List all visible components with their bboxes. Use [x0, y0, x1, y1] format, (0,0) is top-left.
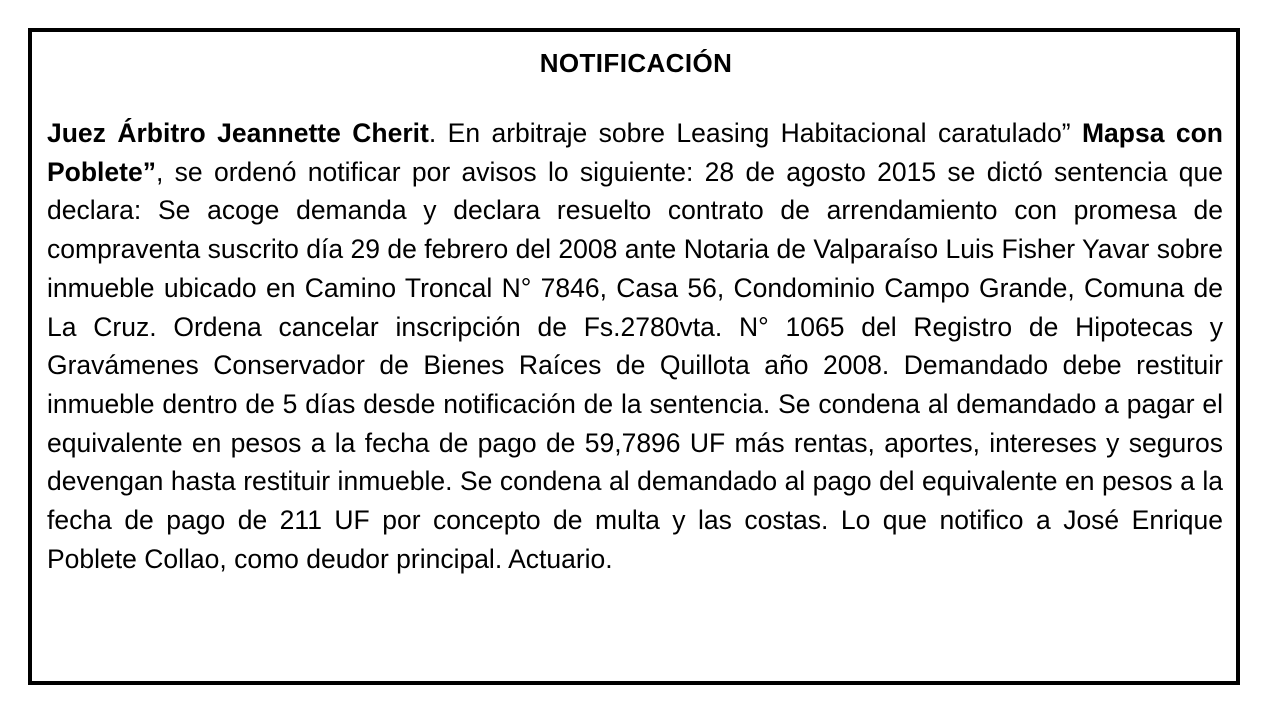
notification-box [28, 28, 1240, 685]
body-segment-1: . En arbitraje sobre Leasing Habitacional caratulado” [428, 118, 1082, 148]
body-segment-2: , se ordenó notificar por avisos lo siguiente: 28 de agosto 2015 se dictó sentencia que declara: Se acoge demanda y declara resuelto contrato de arrendamiento con promesa de compraventa suscrito día 29 de febrero del 2008 ante Notaria de Valparaíso Luis Fisher Yavar sobre inmueble ubicado en Camino Troncal N° 7846, Casa 56, Condominio Campo Grande, Comuna de La Cruz. Ordena cancelar inscripción de Fs.2780vta. N° 1065 del Registro de Hipotecas y Gravámenes Conservador de Bienes Raíces de Quillota año 2008. Demandado debe restituir inmueble dentro de 5 días desde notificación de la sentencia. Se condena al demandado a pagar el equivalente en pesos a la fecha de pago de 59,7896 UF más rentas, aportes, intereses y seguros devengan hasta restituir inmueble. Se condena al demandado al pago del equivalente en pesos a la fecha de pago de 211 UF por concepto de multa y las costas. Lo que notifico a José Enrique Poblete Collao, como deudor principal. Actuario. [47, 156, 1223, 574]
notification-body [46, 114, 1226, 578]
case-name: Mapsa con Poblete” [47, 118, 1223, 187]
page-title: NOTIFICACIÓN [539, 48, 733, 78]
judge-name: Juez Árbitro Jeannette Cherit [47, 118, 429, 148]
